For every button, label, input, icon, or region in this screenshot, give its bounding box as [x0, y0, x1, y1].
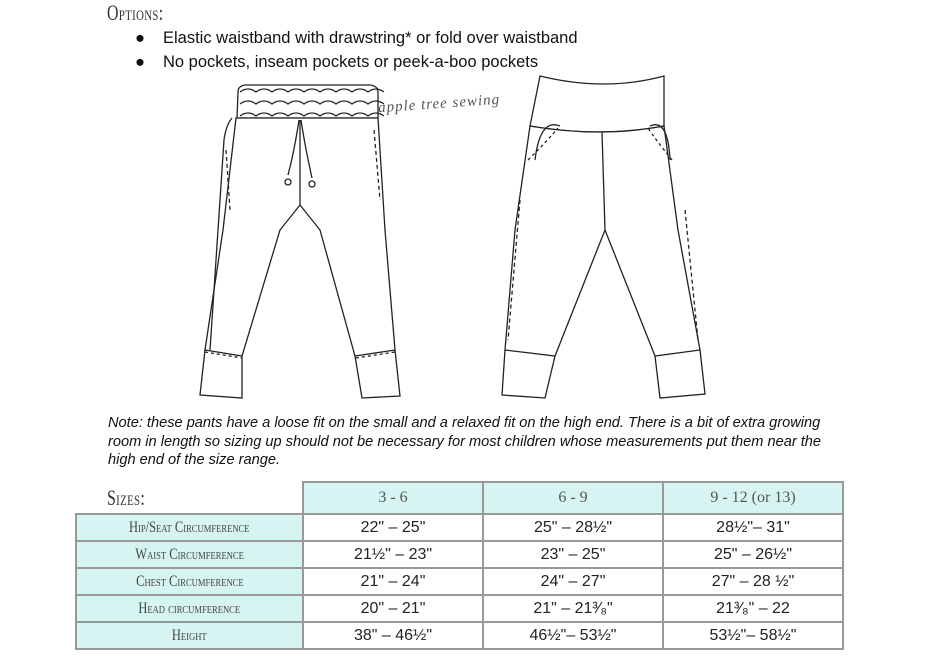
table-row	[76, 622, 843, 649]
table-row	[76, 514, 843, 541]
column-header: 9 - 12 (or 13)	[663, 482, 843, 514]
table-cell: 21½" – 23"	[303, 541, 483, 568]
table-cell: 28½"– 31"	[663, 514, 843, 541]
back-pants-drawing	[502, 76, 705, 398]
table-cell: 25" – 28½"	[483, 514, 663, 541]
row-label-text: Chest Circumference	[135, 572, 244, 590]
size-chart-table	[75, 481, 844, 650]
row-label-text: Waist Circumference	[135, 545, 244, 563]
row-label-text: Height	[172, 626, 207, 644]
table-header-row	[76, 482, 843, 514]
option-text: Elastic waistband with drawstring* or fold over waistband	[163, 29, 578, 47]
table-cell: 22" – 25"	[303, 514, 483, 541]
option-text: No pockets, inseam pockets or peek-a-boo pockets	[163, 53, 539, 71]
table-row	[76, 568, 843, 595]
table-cell: 21" – 21³⁄₈"	[483, 595, 663, 622]
list-item	[135, 26, 578, 50]
row-label	[76, 622, 303, 649]
bullet-icon: ●	[135, 29, 145, 47]
pants-illustration	[0, 70, 931, 410]
row-label	[76, 541, 303, 568]
column-header: 6 - 9	[483, 482, 663, 514]
table-cell: 27" – 28 ½"	[663, 568, 843, 595]
options-heading: Options:	[107, 0, 164, 25]
front-pants-drawing	[200, 85, 400, 398]
table-cell: 20" – 21"	[303, 595, 483, 622]
table-cell: 38" – 46½"	[303, 622, 483, 649]
row-label-text: Head circumference	[138, 599, 241, 617]
row-label	[76, 568, 303, 595]
table-row	[76, 595, 843, 622]
table-cell: 46½"– 53½"	[483, 622, 663, 649]
watermark-logo: apple tree sewing	[377, 91, 501, 117]
row-label	[76, 514, 303, 541]
table-cell: 21" – 24"	[303, 568, 483, 595]
fit-note: Note: these pants have a loose fit on the small and a relaxed fit on the high end. There is a bit of extra growing room in length so sizing up should not be necessary for most children whose measurements put them near the high end of the size range.	[108, 415, 822, 468]
bullet-icon: ●	[135, 53, 145, 71]
table-cell: 23" – 25"	[483, 541, 663, 568]
table-cell: 24" – 27"	[483, 568, 663, 595]
table-cell: 21³⁄₈" – 22	[663, 595, 843, 622]
options-list	[135, 26, 578, 74]
table-cell: 53½"– 58½"	[663, 622, 843, 649]
sizes-heading: Sizes:	[107, 485, 146, 510]
row-label-text: Hip/Seat Circumference	[129, 518, 250, 536]
row-label	[76, 595, 303, 622]
table-cell: 25" – 26½"	[663, 541, 843, 568]
table-row	[76, 541, 843, 568]
column-header: 3 - 6	[303, 482, 483, 514]
